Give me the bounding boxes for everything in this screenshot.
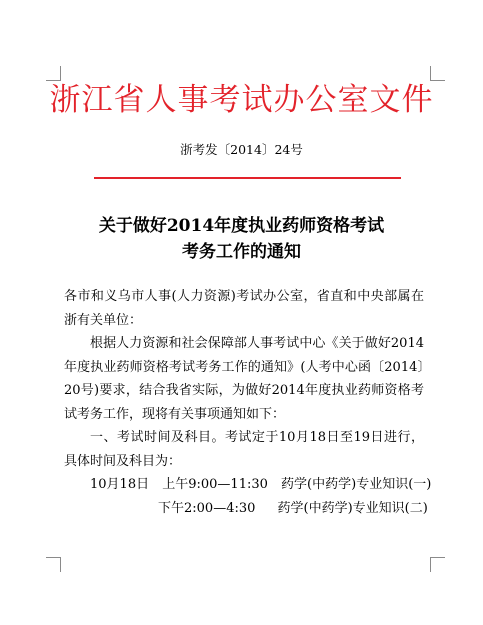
document-number: 浙考发〔2014〕24号 xyxy=(180,142,303,157)
crop-mark-bottom-left xyxy=(46,557,61,572)
schedule-row xyxy=(64,497,428,521)
schedule-subject: 药学(中药学)专业知识(一) xyxy=(281,477,432,492)
schedule-time: 上午9:00—11:30 xyxy=(162,477,268,492)
red-separator-line xyxy=(94,177,401,179)
notice-body xyxy=(64,285,432,520)
schedule-subject: 药学(中药学)专业知识(二) xyxy=(277,500,428,516)
paragraph-basis: 根据人力资源和社会保障部人事考试中心《关于做好2014年度执业药师资格考试考务工作的通知》(人考中心函〔2014〕20号)要求，结合我省实际，为做好2014年度执业药师资格考试考务工作，现将有关事项通知如下： xyxy=(64,336,424,422)
notice-title-line-1: 关于做好2014年度执业药师资格考试 xyxy=(98,216,385,236)
paragraph-exam-time: 一、考试时间及科目。考试定于10月18日至19日进行，具体时间及科目为： xyxy=(64,430,424,469)
notice-title xyxy=(0,213,483,265)
schedule-time: 下午2:00—4:30 xyxy=(158,500,256,516)
notice-title-line-2: 考务工作的通知 xyxy=(182,242,301,262)
salutation: 各市和义乌市人事(人力资源)考试办公室，省直和中央部属在浙有关单位： xyxy=(64,289,424,328)
document-masthead: 浙江省人事考试办公室文件 xyxy=(49,82,434,118)
schedule-date: 10月18日 xyxy=(90,477,150,492)
schedule-row xyxy=(64,473,432,497)
crop-mark-bottom-right xyxy=(430,557,445,572)
